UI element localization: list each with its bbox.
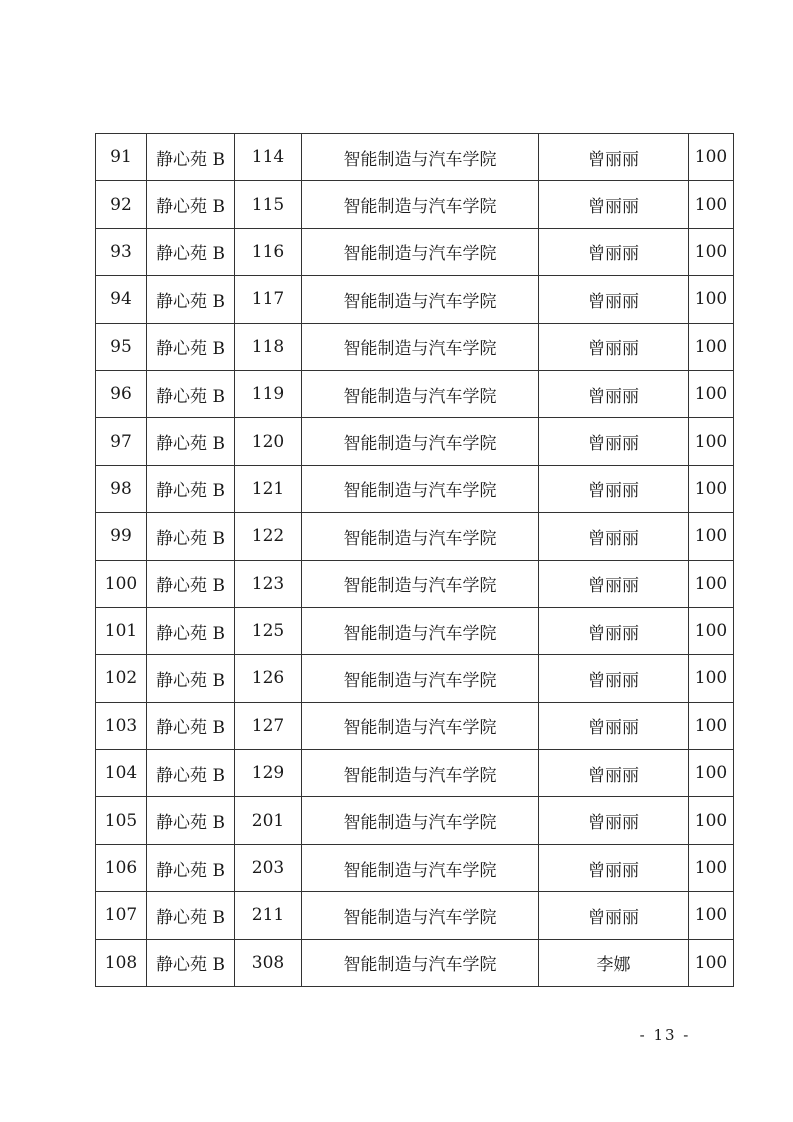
score-cell: 100 (689, 323, 734, 370)
college-cell: 智能制造与汽车学院 (302, 134, 539, 181)
counselor-cell: 曾丽丽 (539, 513, 689, 560)
table-row (96, 418, 734, 465)
counselor-cell: 曾丽丽 (539, 702, 689, 749)
room-number-cell: 117 (235, 276, 302, 323)
building-cell: 静心苑 B (147, 607, 235, 654)
building-cell: 静心苑 B (147, 750, 235, 797)
row-index-cell: 92 (96, 181, 147, 228)
counselor-cell: 曾丽丽 (539, 655, 689, 702)
college-cell: 智能制造与汽车学院 (302, 844, 539, 891)
row-index-cell: 93 (96, 228, 147, 275)
college-cell: 智能制造与汽车学院 (302, 465, 539, 512)
room-number-cell: 121 (235, 465, 302, 512)
college-cell: 智能制造与汽车学院 (302, 276, 539, 323)
score-cell: 100 (689, 418, 734, 465)
table-row (96, 513, 734, 560)
row-index-cell: 103 (96, 702, 147, 749)
building-cell: 静心苑 B (147, 655, 235, 702)
row-index-cell: 100 (96, 560, 147, 607)
building-cell: 静心苑 B (147, 702, 235, 749)
row-index-cell: 91 (96, 134, 147, 181)
room-number-cell: 203 (235, 844, 302, 891)
score-cell: 100 (689, 276, 734, 323)
table-row (96, 276, 734, 323)
college-cell: 智能制造与汽车学院 (302, 418, 539, 465)
row-index-cell: 94 (96, 276, 147, 323)
score-cell: 100 (689, 560, 734, 607)
row-index-cell: 106 (96, 844, 147, 891)
building-cell: 静心苑 B (147, 370, 235, 417)
college-cell: 智能制造与汽车学院 (302, 560, 539, 607)
counselor-cell: 曾丽丽 (539, 607, 689, 654)
college-cell: 智能制造与汽车学院 (302, 607, 539, 654)
score-cell: 100 (689, 370, 734, 417)
table-row (96, 560, 734, 607)
counselor-cell: 曾丽丽 (539, 465, 689, 512)
row-index-cell: 96 (96, 370, 147, 417)
score-cell: 100 (689, 702, 734, 749)
table-row (96, 939, 734, 986)
building-cell: 静心苑 B (147, 939, 235, 986)
row-index-cell: 95 (96, 323, 147, 370)
room-number-cell: 116 (235, 228, 302, 275)
college-cell: 智能制造与汽车学院 (302, 323, 539, 370)
score-cell: 100 (689, 465, 734, 512)
room-number-cell: 123 (235, 560, 302, 607)
table-row (96, 370, 734, 417)
counselor-cell: 曾丽丽 (539, 844, 689, 891)
score-cell: 100 (689, 513, 734, 560)
college-cell: 智能制造与汽车学院 (302, 939, 539, 986)
building-cell: 静心苑 B (147, 797, 235, 844)
table-row (96, 134, 734, 181)
dormitory-score-table (95, 133, 734, 987)
building-cell: 静心苑 B (147, 228, 235, 275)
building-cell: 静心苑 B (147, 892, 235, 939)
page-number: - 13 - (639, 1026, 691, 1044)
table-row (96, 797, 734, 844)
college-cell: 智能制造与汽车学院 (302, 181, 539, 228)
counselor-cell: 李娜 (539, 939, 689, 986)
college-cell: 智能制造与汽车学院 (302, 750, 539, 797)
score-cell: 100 (689, 655, 734, 702)
counselor-cell: 曾丽丽 (539, 181, 689, 228)
college-cell: 智能制造与汽车学院 (302, 370, 539, 417)
table-body (96, 134, 734, 987)
college-cell: 智能制造与汽车学院 (302, 513, 539, 560)
table-row (96, 323, 734, 370)
score-cell: 100 (689, 750, 734, 797)
room-number-cell: 120 (235, 418, 302, 465)
score-cell: 100 (689, 892, 734, 939)
counselor-cell: 曾丽丽 (539, 418, 689, 465)
score-cell: 100 (689, 797, 734, 844)
room-number-cell: 211 (235, 892, 302, 939)
table-row (96, 228, 734, 275)
row-index-cell: 104 (96, 750, 147, 797)
table-row (96, 702, 734, 749)
room-number-cell: 308 (235, 939, 302, 986)
room-number-cell: 125 (235, 607, 302, 654)
building-cell: 静心苑 B (147, 418, 235, 465)
room-number-cell: 115 (235, 181, 302, 228)
row-index-cell: 99 (96, 513, 147, 560)
college-cell: 智能制造与汽车学院 (302, 655, 539, 702)
score-cell: 100 (689, 939, 734, 986)
building-cell: 静心苑 B (147, 323, 235, 370)
room-number-cell: 122 (235, 513, 302, 560)
room-number-cell: 129 (235, 750, 302, 797)
college-cell: 智能制造与汽车学院 (302, 892, 539, 939)
college-cell: 智能制造与汽车学院 (302, 228, 539, 275)
score-cell: 100 (689, 844, 734, 891)
counselor-cell: 曾丽丽 (539, 228, 689, 275)
college-cell: 智能制造与汽车学院 (302, 797, 539, 844)
table-row (96, 750, 734, 797)
room-number-cell: 114 (235, 134, 302, 181)
college-cell: 智能制造与汽车学院 (302, 702, 539, 749)
row-index-cell: 98 (96, 465, 147, 512)
counselor-cell: 曾丽丽 (539, 276, 689, 323)
score-cell: 100 (689, 607, 734, 654)
table-row (96, 844, 734, 891)
building-cell: 静心苑 B (147, 181, 235, 228)
room-number-cell: 126 (235, 655, 302, 702)
building-cell: 静心苑 B (147, 560, 235, 607)
building-cell: 静心苑 B (147, 844, 235, 891)
score-cell: 100 (689, 228, 734, 275)
room-number-cell: 119 (235, 370, 302, 417)
building-cell: 静心苑 B (147, 465, 235, 512)
table-row (96, 465, 734, 512)
counselor-cell: 曾丽丽 (539, 323, 689, 370)
room-number-cell: 201 (235, 797, 302, 844)
counselor-cell: 曾丽丽 (539, 892, 689, 939)
room-number-cell: 118 (235, 323, 302, 370)
table-row (96, 655, 734, 702)
row-index-cell: 101 (96, 607, 147, 654)
score-cell: 100 (689, 134, 734, 181)
counselor-cell: 曾丽丽 (539, 370, 689, 417)
row-index-cell: 102 (96, 655, 147, 702)
table-row (96, 607, 734, 654)
counselor-cell: 曾丽丽 (539, 134, 689, 181)
building-cell: 静心苑 B (147, 513, 235, 560)
row-index-cell: 107 (96, 892, 147, 939)
counselor-cell: 曾丽丽 (539, 560, 689, 607)
table-row (96, 892, 734, 939)
row-index-cell: 108 (96, 939, 147, 986)
row-index-cell: 97 (96, 418, 147, 465)
building-cell: 静心苑 B (147, 134, 235, 181)
table-row (96, 181, 734, 228)
counselor-cell: 曾丽丽 (539, 750, 689, 797)
building-cell: 静心苑 B (147, 276, 235, 323)
row-index-cell: 105 (96, 797, 147, 844)
counselor-cell: 曾丽丽 (539, 797, 689, 844)
score-cell: 100 (689, 181, 734, 228)
room-number-cell: 127 (235, 702, 302, 749)
